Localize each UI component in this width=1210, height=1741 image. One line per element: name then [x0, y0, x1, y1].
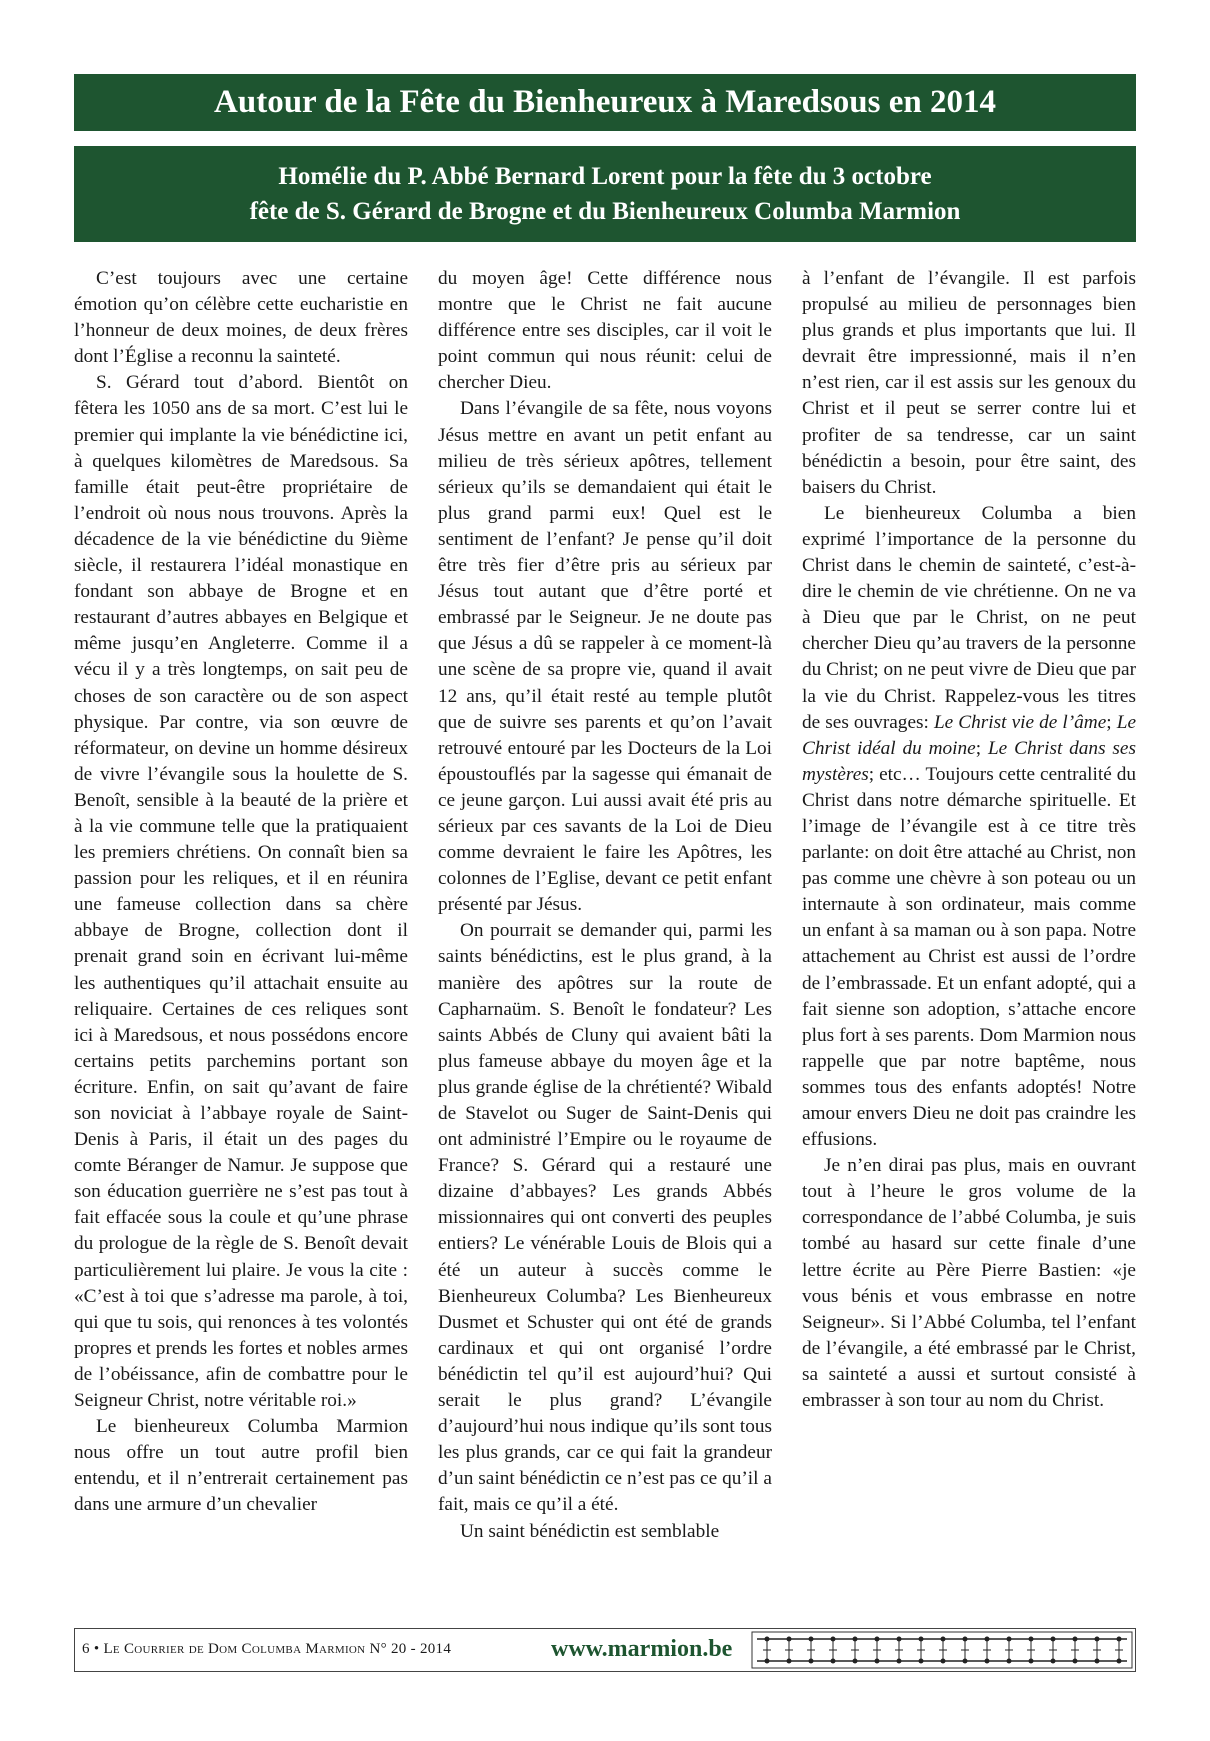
- paragraph: du moyen âge! Cette différence nous montre que le Christ ne fait aucune différence entre ses disciples, car il voit le point commun qui nous réunit: celui de chercher Dieu.: [438, 268, 772, 394]
- column-1: [74, 266, 408, 1578]
- article-title-banner: [74, 74, 1136, 131]
- separator: ;: [975, 737, 988, 759]
- article-title: Autour de la Fête du Bienheureux à Maredsous en 2014: [214, 84, 996, 120]
- book-title: Le Christ dans ses mystères: [802, 737, 1136, 785]
- paragraph: S. Gérard tout d’abord. Bientôt on fêtera les 1050 ans de sa mort. C’est lui le premier qui implante la vie bénédictine ici, à quelques kilomètres de Maredsous. Sa famille était peut-être propriétaire de l’endroit où nous nous trouvons. Après la décadence de la vie bénédictine du 9ième siècle, il restaurera l’idéal monastique en fondant son abbaye de Brogne et en restaurant d’autres abbayes en Belgique et même jusqu’en Angleterre. Comme il a vécu il y a très longtemps, on sait peu de choses de son caractère ou de son aspect physique. Par contre, via son œuvre de réformateur, on devine un homme désireux de vivre l’évangile sous la houlette de S. Benoît, sensible à la beauté de la prière et à la vie commune telle que la pratiquaient les premiers chrétiens. On connaît bien sa passion pour les reliques, et il en réunira une fameuse collection dans sa chère abbaye de Brogne, collection dont il prenait grand soin en écrivant lui-même les authentiques qu’il attachait ensuite au reliquaire. Certaines de ces reliques sont ici à Maredsous, et nous possédons encore certains petits parchemins portant son écriture. Enfin, on sait qu’avant de faire son noviciat à l’abbaye royale de Saint-Denis à Paris, il était un des pages du comte Béranger de Namur. Je suppose que son éducation guerrière ne s’est pas tout à fait effacée sous la coule et qu’une phrase du prologue de la règle de S. Benoît devait particulièrement lui plaire. Je vous la cite : «C’est à toi que s’adresse ma parole, à toi, qui que tu sois, qui renonces à tes volontés propres et prends les fortes et nobles armes de l’obéissance, afin de combattre pour le Seigneur Christ, notre véritable roi.»: [74, 372, 408, 1412]
- paragraph-text: Le bienheureux Columba a bien exprimé l’importance de la personne du Christ dans le chemin de sainteté, c’est-à-dire le chemin de vie chrétienne. On ne va à Dieu que par le Christ, on ne peut chercher Dieu qu’au travers de la personne du Christ; on ne peut vivre de Dieu que par la vie du Christ. Rappelez-vous les titres de ses ouvrages:: [802, 502, 1136, 733]
- page-footer: [74, 1628, 1136, 1672]
- paragraph: à l’enfant de l’évangile. Il est parfois propulsé au milieu de personnages bien plus grands et plus importants que lui. Il devrait être impressionné, mais il n’en n’est rien, car il est assis sur les genoux du Christ et il peut se serrer contre lui et profiter de sa tendresse, car un saint bénédictin a besoin, pour être saint, des baisers du Christ.: [802, 268, 1136, 498]
- paragraph: Dans l’évangile de sa fête, nous voyons Jésus mettre en avant un petit enfant au milieu de très sérieux apôtres, tellement sérieux qu’ils se demandaient qui était le plus grand parmi eux! Quel est le sentiment de l’enfant? Je pense qu’il doit être très fier d’être pris au sérieux par Jésus tout autant que d’être porté et embrassé par le Seigneur. Je ne doute pas que Jésus a dû se rappeler à ce moment-là une scène de sa propre vie, quand il avait 12 ans, qu’il était resté au temple plutôt que de suivre ses parents et qu’on l’avait retrouvé entouré par les Docteurs de la Loi époustouflés par la sagesse qui émanait de ce jeune garçon. Lui aussi avait été pris au sérieux par ces savants de la Loi de Dieu comme devraient le faire les Apôtres, les colonnes de l’Eglise, devant ce petit enfant présenté par Jésus.: [438, 398, 772, 916]
- book-title: Le Christ idéal du moine: [802, 711, 1136, 759]
- paragraph-text: ; etc… Toujours cette centralité du Christ dans notre démarche spirituelle. Et l’image de l’évangile est à ce titre très parlante: on doit être attaché au Christ, non pas comme une chèvre à son poteau ou un internaute à son ordinateur, mais comme un enfant à sa maman ou à son papa. Notre attachement au Christ est aussi de l’ordre de l’embrassade. Et un enfant adopté, qui a fait sienne son adoption, s’attache encore plus fort à ses parents. Dom Marmion nous rappelle que par notre baptême, nous sommes tous des enfants adoptés! Notre amour envers Dieu ne doit pas craindre les effusions.: [802, 763, 1136, 1151]
- paragraph: [802, 501, 1136, 1153]
- subtitle-line-1: Homélie du P. Abbé Bernard Lorent pour la fête du 3 octobre: [278, 163, 932, 190]
- book-title: Le Christ vie de l’âme: [933, 711, 1107, 733]
- paragraph: Le bienheureux Columba Marmion nous offre un tout autre profil bien entendu, et il n’entrerait certainement pas dans une armure d’un chevalier: [74, 1416, 408, 1516]
- separator: ;: [1106, 711, 1117, 733]
- paragraph: Un saint bénédictin est semblable: [460, 1520, 720, 1542]
- subtitle-banner: [74, 146, 1136, 242]
- paragraph: C’est toujours avec une certaine émotion qu’on célèbre cette eucharistie en l’honneur de deux moines, de deux frères dont l’Église a reconnu la sainteté.: [74, 268, 408, 368]
- paragraph: On pourrait se demander qui, parmi les saints bénédictins, est le plus grand, à la manière des apôtres sur la route de Capharnaüm. S. Benoît le fondateur? Les saints Abbés de Cluny qui avaient bâti la plus fameuse abbaye du moyen âge et la plus grande église de la chrétienté? Wibald de Stavelot ou Suger de Saint-Denis qui ont administré l’Empire ou le royaume de France? S. Gérard qui a restauré une dizaine d’abbayes? Les grands Abbés missionnaires qui ont converti des peuples entiers? Le vénérable Louis de Blois qui a été un auteur à succès comme le Bienheureux Columba? Les Bienheureux Dusmet et Schuster qui ont été de grands cardinaux et qui ont organisé l’ordre bénédictin tel qu’il est aujourd’hui? Qui serait le plus grand? L’évangile d’aujourd’hui nous indique qu’ils sont tous les plus grands, car ce qui fait la grandeur d’un saint bénédictin ce n’est pas ce qu’il a fait, mais ce qu’il a été.: [438, 920, 772, 1516]
- page-number-label: 6 • Le Courrier de Dom Columba Marmion N° 20 - 2014: [82, 1641, 452, 1657]
- column-3: [802, 266, 1136, 1578]
- website-link[interactable]: www.marmion.be: [551, 1636, 733, 1662]
- article-body: [74, 266, 1136, 1578]
- ornament-border-icon: [751, 1631, 1133, 1669]
- subtitle-line-2: fête de S. Gérard de Brogne et du Bienheureux Columba Marmion: [249, 198, 961, 225]
- column-2: [438, 266, 772, 1578]
- paragraph: Je n’en dirai pas plus, mais en ouvrant tout à l’heure le gros volume de la correspondance de l’abbé Columba, je suis tombé au hasard sur cette finale d’une lettre écrite au Père Pierre Bastien: «je vous bénis et vous embrasse en notre Seigneur». Si l’Abbé Columba, tel l’enfant de l’évangile, a été embrassé par le Christ, sa sainteté a aussi et surtout consisté à embrasser à son tour au nom du Christ.: [802, 1155, 1136, 1412]
